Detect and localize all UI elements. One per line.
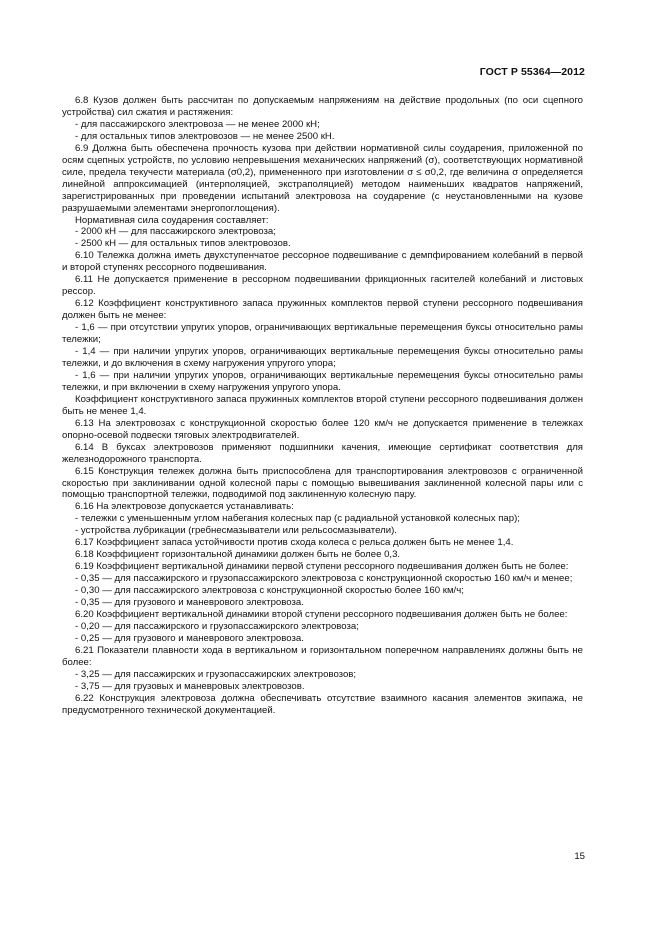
paragraph: 6.17 Коэффициент запаса устойчивости против схода колеса с рельса должен быть не менее 1,4.: [75, 537, 514, 549]
document-header: ГОСТ Р 55364—2012: [479, 66, 585, 78]
list-item: - 3,25 — для пассажирских и грузопассажирских электровозов;: [75, 668, 357, 680]
paragraph: 6.14 В буксах электровозов применяют подшипники качения, имеющие сертификат соответствия для железнодорожного транспорта.: [62, 441, 583, 465]
list-item: - для пассажирского электровоза — не менее 2000 кН;: [75, 118, 320, 130]
page-number: 15: [574, 851, 585, 862]
paragraph: 6.9 Должна быть обеспечена прочность кузова при действии нормативной силы соударения, приложенной по осям сцепных устройств, по условию непревышения механических напряжений (σ), соответствующих нормативной силе, предела текучести материала (σ0,2), примененного при изготовлении σ ≤ σ0,2, где величина σ определяется линейной аппроксимацией (интерполяцией, экстраполяцией) методом наименьших квадратов напряжений, зарегистрированных при проведении испытаний электровоза на соударение (с неустановленными на кузове разрушаемыми элементами энергопоглощения).: [62, 142, 583, 214]
list-item: - 0,25 — для грузового и маневрового электровоза.: [75, 632, 304, 644]
paragraph: 6.20 Коэффициент вертикальной динамики второй ступени рессорного подвешивания должен быть не более:: [75, 608, 568, 620]
list-item: - 2000 кН — для пассажирского электровоза;: [75, 226, 276, 238]
document-body: [62, 95, 583, 717]
paragraph: 6.16 На электровозе допускается устанавливать:: [75, 501, 294, 513]
paragraph: - 0,35 — для пассажирского и грузопассажирского электровоза с конструкционной скоростью 160 км/ч и менее;: [75, 573, 573, 585]
paragraph: Коэффициент конструктивного запаса пружинных комплектов второй ступени рессорного подвешивания должен быть не менее 1,4.: [62, 393, 583, 417]
list-item: - для остальных типов электровозов — не менее 2500 кН.: [75, 130, 335, 142]
paragraph: Нормативная сила соударения составляет:: [75, 214, 269, 226]
paragraph: - 1,6 — при отсутствии упругих упоров, ограничивающих вертикальные перемещения буксы относительно рамы тележки;: [62, 322, 583, 346]
paragraph: 6.12 Коэффициент конструктивного запаса пружинных комплектов первой ступени рессорного подвешивания должен быть не менее:: [62, 298, 583, 322]
paragraph: 6.13 На электровозах с конструкционной скоростью более 120 км/ч не допускается применение в тележках опорно-осевой подвески тяговых электродвигателей.: [62, 417, 583, 441]
paragraph: 6.22 Конструкция электровоза должна обеспечивать отсутствие взаимного касания элементов экипажа, не предусмотренного технической документацией.: [62, 692, 583, 716]
paragraph: 6.18 Коэффициент горизонтальной динамики должен быть не более 0,3.: [75, 549, 401, 561]
list-item: - тележки с уменьшенным углом набегания колесных пар (с радиальной установкой колесных пар);: [75, 513, 520, 525]
paragraph: - 1,6 — при наличии упругих упоров, ограничивающих вертикальные перемещения буксы относительно рамы тележки, и при включении в схему нагружения упругого упора.: [62, 369, 583, 393]
paragraph: 6.21 Показатели плавности хода в вертикальном и горизонтальном поперечном направлениях должны быть не более:: [62, 644, 583, 668]
paragraph: 6.8 Кузов должен быть рассчитан по допускаемым напряжениям на действие продольных (по оси сцепного устройства) сил сжатия и растяжения:: [62, 95, 583, 118]
list-item: - 3,75 — для грузовых и маневровых электровозов.: [75, 680, 305, 692]
list-item: - устройства лубрикации (гребнесмазыватели или рельсосмазыватели).: [75, 525, 397, 537]
paragraph: 6.10 Тележка должна иметь двухступенчатое рессорное подвешивание с демпфированием колебаний в первой и второй ступенях рессорного подвешивания.: [62, 250, 583, 274]
paragraph: 6.19 Коэффициент вертикальной динамики первой ступени рессорного подвешивания должен быть не более:: [75, 561, 569, 573]
list-item: - 0,30 — для пассажирского электровоза с конструкционной скоростью более 160 км/ч;: [75, 585, 464, 597]
list-item: - 0,20 — для пассажирского и грузопассажирского электровоза;: [75, 620, 359, 632]
list-item: - 0,35 — для грузового и маневрового электровоза.: [75, 597, 304, 609]
paragraph: 6.15 Конструкция тележек должна быть приспособлена для транспортирования электровозов с ограниченной скоростью при заклинивании одной колесной пары с помощью вывешивания заклиненной колесной пары или с помощью транспортной тележки, подводимой под заклиненную колесную пару.: [62, 465, 583, 501]
paragraph: - 1,4 — при наличии упругих упоров, ограничивающих вертикальные перемещения буксы относительно рамы тележки, и до включения в схему нагружения упругого упора;: [62, 346, 583, 369]
list-item: - 2500 кН — для остальных типов электровозов.: [75, 238, 291, 250]
paragraph: 6.11 Не допускается применение в рессорном подвешивании фрикционных гасителей колебаний и листовых рессор.: [62, 274, 583, 298]
